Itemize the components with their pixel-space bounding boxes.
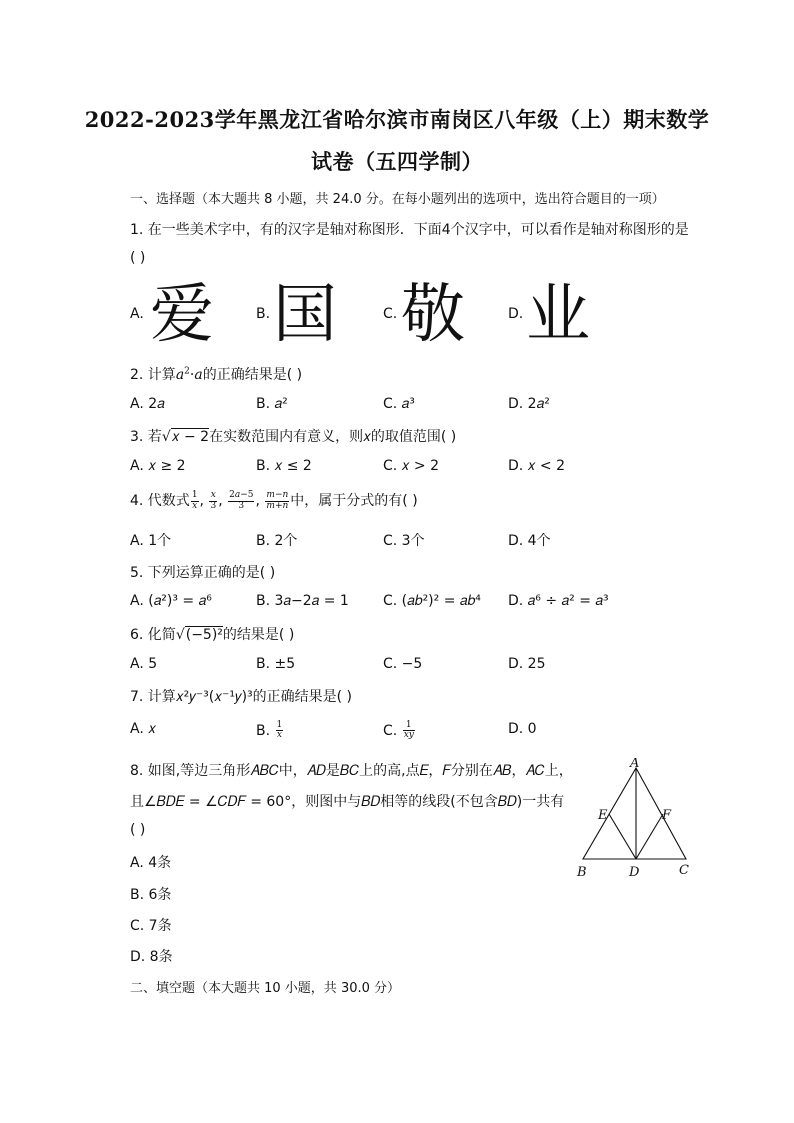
title-line-1: 2022-2023学年黑龙江省哈尔滨市南岗区八年级（上）期末数学 (84, 107, 710, 132)
q2-option-c[interactable]: C. 𝑎³ (383, 396, 415, 412)
q7-option-b[interactable]: B. $\frac{1}{x}$ (256, 720, 283, 741)
q3-radicand: 𝑥 − 2 (171, 429, 210, 445)
q7-stem: 7. 计算𝑥²𝑦⁻³(𝑥⁻¹𝑦)³的正确结果是( ) (130, 689, 353, 705)
q3-option-a[interactable]: A. 𝑥 ≥ 2 (130, 458, 186, 474)
section-heading-choice: 一、选择题（本大题共 8 小题，共 24.0 分。在每小题列出的选项中，选出符合题目的一项） (130, 192, 665, 207)
q7-expression: 𝑥²𝑦⁻³(𝑥⁻¹𝑦)³ (175, 689, 253, 705)
label-b: B (577, 865, 587, 880)
q2-option-d[interactable]: D. 2𝑎² (508, 396, 550, 412)
q6-stem: 6. 化简√(−5)²的结果是( ) (130, 627, 295, 643)
label-d: D (629, 865, 640, 880)
q1-label-b: B. (256, 306, 271, 322)
q7-option-a[interactable]: A. 𝑥 (130, 721, 157, 737)
title-line-2: 试卷（五四学制） (311, 149, 483, 174)
label-e: E (598, 808, 608, 823)
q3-stem: 3. 若√𝑥 − 2在实数范围内有意义，则𝑥的取值范围( ) (130, 429, 457, 445)
q6-option-c[interactable]: C. −5 (383, 656, 423, 672)
q1-label-d: D. (508, 306, 524, 322)
q2-option-a[interactable]: A. 2𝑎 (130, 396, 165, 412)
label-c: C (679, 863, 689, 878)
q7-option-c[interactable]: C. $\frac{1}{xy}$ (383, 720, 414, 741)
segment-de (609, 814, 636, 859)
q4-option-c[interactable]: C. 3个 (383, 533, 425, 549)
q3-option-c[interactable]: C. 𝑥 > 2 (383, 458, 440, 474)
q1-stem: 1. 在一些美术字中，有的汉字是轴对称图形．下面4个汉字中，可以看作是轴对称图形的是 (130, 222, 689, 238)
q1-char-d: 业 (526, 278, 590, 352)
q2-options (130, 396, 730, 418)
q8-option-d[interactable]: D. 8条 (130, 949, 173, 965)
q8-option-b[interactable]: B. 6条 (130, 887, 172, 903)
q4-option-b[interactable]: B. 2个 (256, 533, 298, 549)
q7-options (130, 721, 730, 751)
q8-triangle-figure (572, 758, 702, 883)
q2-stem: 2. 计算$a^2\cdot a$的正确结果是( ) (130, 366, 303, 383)
q8-stem-line-2: 且∠𝐵𝐷𝐸 = ∠𝐶𝐷𝐹 = 60°，则图中与𝐵𝐷相等的线段(不包含𝐵𝐷)一共有 (130, 794, 565, 810)
q1-label-c: C. (383, 306, 398, 322)
q6-option-b[interactable]: B. ±5 (256, 656, 296, 672)
q6-options (130, 656, 730, 678)
q5-option-b[interactable]: B. 3𝑎−2𝑎 = 1 (256, 593, 349, 609)
q4-option-a[interactable]: A. 1个 (130, 533, 172, 549)
q5-options (130, 593, 730, 615)
q2-option-b[interactable]: B. 𝑎² (256, 396, 288, 412)
label-f: F (662, 808, 672, 823)
q7-option-d[interactable]: D. 0 (508, 721, 537, 737)
q6-option-d[interactable]: D. 25 (508, 656, 546, 672)
label-a: A (630, 758, 640, 771)
q4-option-d[interactable]: D. 4个 (508, 533, 551, 549)
q1-char-b: 国 (273, 278, 337, 352)
q3-option-d[interactable]: D. 𝑥 < 2 (508, 458, 566, 474)
q5-option-a[interactable]: A. (𝑎²)³ = 𝑎⁶ (130, 593, 212, 609)
section-heading-fill: 二、填空题（本大题共 10 小题，共 30.0 分） (130, 981, 401, 996)
q5-stem: 5. 下列运算正确的是( ) (130, 565, 276, 581)
q5-option-d[interactable]: D. 𝑎⁶ ÷ 𝑎² = 𝑎³ (508, 593, 609, 609)
q6-option-a[interactable]: A. 5 (130, 656, 158, 672)
q4-stem: 4. 代数式 $\frac{1}{x}$ , $\frac{x}{3}$ , $\frac{2a-5}{3}$ , $\frac{m-n}{m+n}$ 中，属于分式的有( ) (130, 490, 418, 511)
q6-radicand: (−5)² (185, 627, 223, 643)
q3-options (130, 458, 730, 480)
q1-label-a: A. (130, 306, 144, 322)
segment-df (636, 814, 663, 859)
q3-option-b[interactable]: B. 𝑥 ≤ 2 (256, 458, 312, 474)
q8-option-c[interactable]: C. 7条 (130, 918, 172, 934)
q8-stem-line-1: 8. 如图,等边三角形𝐴𝐵𝐶中，𝐴𝐷是𝐵𝐶上的高,点𝐸，𝐹分别在𝐴𝐵，𝐴𝐶上， (130, 763, 573, 779)
q1-char-c: 敬 (401, 278, 465, 352)
q5-option-c[interactable]: C. (𝑎𝑏²)² = 𝑎𝑏⁴ (383, 593, 481, 609)
q4-options (130, 530, 730, 552)
q8-option-a[interactable]: A. 4条 (130, 855, 172, 871)
q1-char-a: 爱 (150, 278, 214, 352)
q1-paren: ( ) (130, 250, 146, 266)
q8-paren: ( ) (130, 822, 146, 838)
